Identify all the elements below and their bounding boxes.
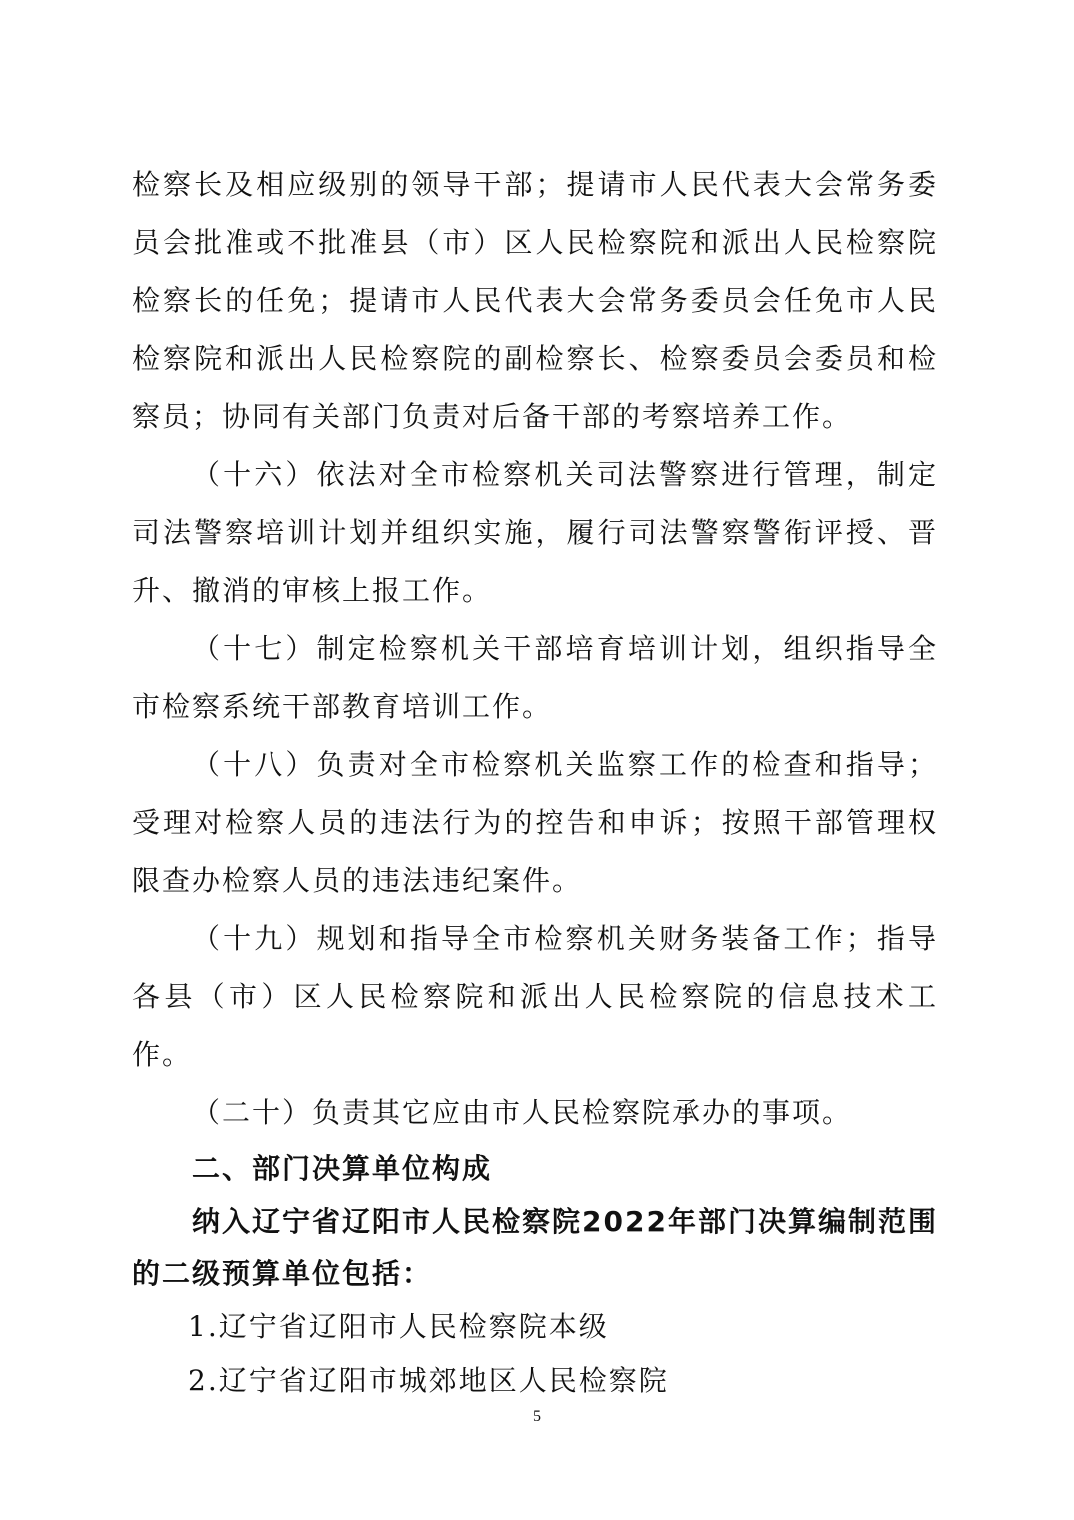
paragraph-continuation: 检察长及相应级别的领导干部；提请市人民代表大会常务委员会批准或不批准县（市）区人民检察院和派出人民检察院检察长的任免；提请市人民代表大会常务委员会任免市人民检察院和派出人民检察院的副检察长、检察委员会委员和检察员；协同有关部门负责对后备干部的考察培养工作。 — [132, 168, 938, 433]
section-heading: 二、部门决算单位构成 — [192, 1152, 493, 1185]
section-intro: 纳入辽宁省辽阳市人民检察院2022年部门决算编制范围的二级预算单位包括： — [132, 1205, 938, 1290]
paragraph-item-20: （二十）负责其它应由市人民检察院承办的事项。 — [192, 1096, 853, 1129]
unit-list-item: 2.辽宁省辽阳市城郊地区人民检察院 — [188, 1364, 669, 1397]
paragraph-item-19: （十九）规划和指导全市检察机关财务装备工作；指导各县（市）区人民检察院和派出人民检察院的信息技术工作。 — [132, 922, 938, 1071]
paragraph-item-17: （十七）制定检察机关干部培育培训计划，组织指导全市检察系统干部教育培训工作。 — [132, 632, 938, 723]
document-body — [132, 156, 938, 1408]
paragraph-item-16: （十六）依法对全市检察机关司法警察进行管理，制定司法警察培训计划并组织实施，履行司法警察警衔评授、晋升、撤消的审核上报工作。 — [132, 458, 938, 607]
paragraph-item-18: （十八）负责对全市检察机关监察工作的检查和指导；受理对检察人员的违法行为的控告和申诉；按照干部管理权限查办检察人员的违法违纪案件。 — [132, 748, 938, 897]
page-number: 5 — [533, 1408, 541, 1425]
unit-list-item: 1.辽宁省辽阳市人民检察院本级 — [188, 1310, 609, 1343]
